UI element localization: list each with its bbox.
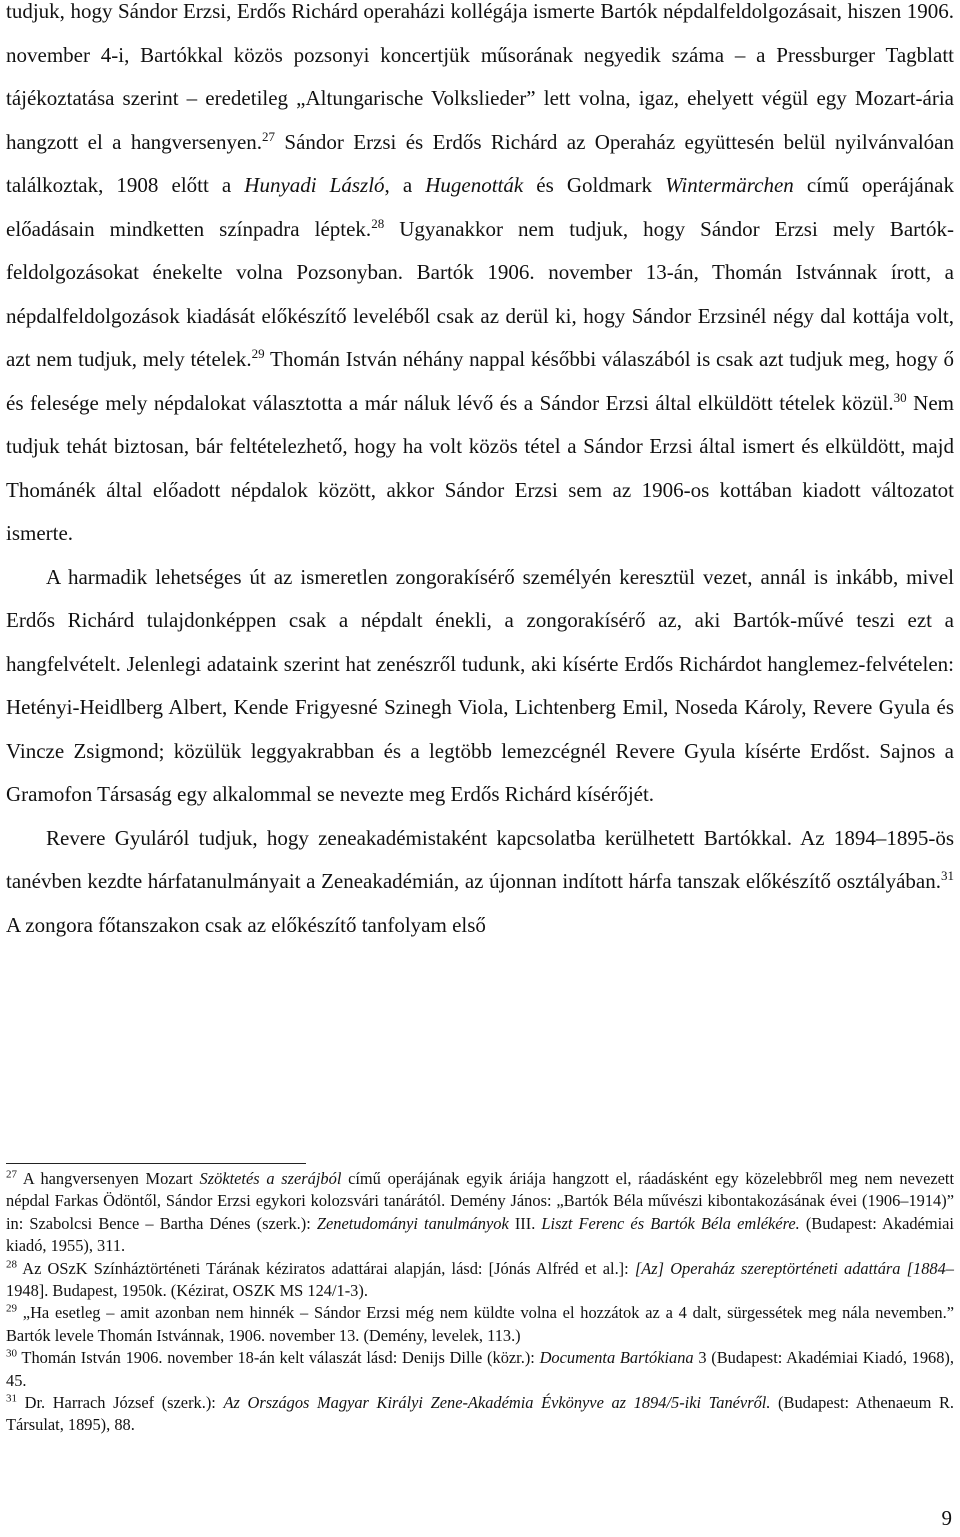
main-text bbox=[6, 0, 954, 947]
text-run: Az OSzK Színháztörténeti Tárának kéziratos adattárai alapján, lásd: [Jónás Alfréd et al.]: bbox=[17, 1258, 635, 1278]
text-run: Sándor Erzsi és Erdős Richárd az Operaház együttesén belül nyilvánvalóan találkoztak, 1908 előtt a bbox=[6, 129, 954, 197]
footnote-number: 28 bbox=[6, 1258, 17, 1271]
text-run: tudjuk, hogy Sándor Erzsi, Erdős Richárd operaházi kollégája ismerte Bartók népdalfeldolgozásait, hiszen 1906. november 4-i, Bartókkal közös pozsonyi koncertjük műsorának negyedik száma – a Pressburger Tagblatt tájékoztatása szerint – eredetileg „Altungarische Volkslieder” lett volna, igaz, ehelyett végül egy Mozart-ária hangzott el a hangversenyen. bbox=[6, 0, 954, 154]
footnote-ref-27[interactable]: 27 bbox=[262, 128, 276, 144]
italic-title: Documenta Bartókiana bbox=[539, 1348, 694, 1368]
text-run: (Budapest: Athenaeum R. Társulat, 1895), 88. bbox=[6, 1393, 954, 1435]
text-run: (Budapest: Akadémiai kiadó, 1955), 311. bbox=[6, 1213, 954, 1256]
opera-title: Hunyadi László bbox=[244, 173, 385, 197]
page-number: 9 bbox=[941, 1506, 952, 1530]
footnote-number: 31 bbox=[6, 1392, 17, 1405]
text-run: Revere Gyuláról tudjuk, hogy zeneakadémistaként kapcsolatba kerülhetett Bartókkal. Az 1894–1895-ös tanévben kezdte hárfatanulmányait a Zeneakadémián, az újonnan indított hárfa tanszak előkészítő osztályában. bbox=[6, 825, 954, 893]
footnote-ref-30[interactable]: 30 bbox=[893, 389, 907, 405]
footnote-number: 29 bbox=[6, 1302, 17, 1315]
text-run: című operájának előadásain mindketten színpadra léptek. bbox=[6, 173, 954, 241]
footnote-31 bbox=[6, 1392, 954, 1437]
opera-title: Hugenották bbox=[425, 173, 524, 197]
text-run: –1948]. Budapest, 1950k. (Kézirat, OSZK MS 124/1-3). bbox=[6, 1258, 954, 1301]
italic-title: Szöktetés a szerájból bbox=[199, 1169, 342, 1188]
footnote-29 bbox=[6, 1302, 954, 1347]
text-run: 3 (Budapest: Akadémiai Kiadó, 1968), 45. bbox=[6, 1348, 954, 1390]
footnote-separator bbox=[6, 1163, 306, 1164]
text-run: című operájának egyik áriája hangzott el, ráadásként egy közelebbről meg nem nevezett népdal Farkas Ödöntől, Sándor Erzsi egykori kolozsvári tanárától. Demény János: „Bartók Béla művészi kibontakozásának évei (1906–1914)” in: Szabolcsi Bence – Bartha Dénes (szerk.): bbox=[6, 1169, 954, 1233]
italic-title: Az Országos Magyar Királyi Zene-Akadémia Évkönyve az 1894/5-iki Tanévről. bbox=[223, 1393, 771, 1413]
text-run: III. bbox=[508, 1213, 542, 1233]
text-run: Thomán István néhány nappal későbbi válaszából is csak azt tudjuk meg, hogy ő és felesége mely népdalokat választotta a már náluk lévő és a Sándor Erzsi által elküldött tételek közül. bbox=[6, 347, 954, 415]
italic-title: Zenetudományi tanulmányok bbox=[316, 1213, 509, 1233]
opera-title: Wintermärchen bbox=[665, 173, 794, 197]
footnote-number: 27 bbox=[6, 1168, 17, 1181]
footnote-27 bbox=[6, 1168, 954, 1258]
footnote-ref-28[interactable]: 28 bbox=[371, 215, 385, 231]
text-run: „Ha esetleg – amit azonban nem hinnék – Sándor Erzsi még nem küldte volna el hozzátok az a 4 dalt, sürgessétek meg nála nevemben.” Bartók levele Thomán Istvánnak, 1906. november 13. (Demény, levelek, 113.) bbox=[6, 1303, 954, 1345]
italic-title: [Az] Operaház szereptörténeti adattára [1884 bbox=[634, 1258, 946, 1278]
paragraph-2: A harmadik lehetséges út az ismeretlen zongorakísérő személyén keresztül vezet, annál is inkább, mivel Erdős Richárd tulajdonképpen csak a népdalt énekli, a zongorakísérő az, aki Bartók-művé teszi ezt a hangfelvételt. Jelenlegi adataink szerint hat zenészről tudunk, aki kísérte Erdős Richárdot hanglemez-felvételen: Hetényi-Heidlberg Albert, Kende Frigyesné Szinegh Viola, Lichtenberg Emil, Noseda Károly, Revere Gyula és Vincze Zsigmond; közülük leggyakrabban és a legtöbb lemezcégnél Revere Gyula kísérte Erdőst. Sajnos a Gramofon Társaság egy alkalommal se nevezte meg Erdős Richárd kísérőjét. bbox=[6, 564, 954, 806]
footnote-30 bbox=[6, 1347, 954, 1392]
text-run: Thomán István 1906. november 18-án kelt válaszát lásd: Denijs Dille (közr.): bbox=[17, 1348, 540, 1368]
italic-title: Liszt Ferenc és Bartók Béla emlékére. bbox=[541, 1213, 800, 1233]
footnote-ref-29[interactable]: 29 bbox=[251, 346, 265, 361]
footnote-28 bbox=[6, 1258, 954, 1303]
footnote-number: 30 bbox=[6, 1347, 17, 1360]
paragraph-1 bbox=[6, 0, 954, 556]
text-run: Ugyanakkor nem tudjuk, hogy Sándor Erzsi mely Bartók-feldolgozásokat énekelte volna Pozsonyban. Bartók 1906. november 13-án, Thomán Istvánnak írott, a népdalfeldolgozások kiadását előkészítő leveléből csak az derül ki, hogy Sándor Erzsinél négy dal kottája volt, azt nem tudjuk, mely tételek. bbox=[6, 216, 954, 371]
text-run: Dr. Harrach József (szerk.): bbox=[17, 1393, 224, 1413]
text-run: A zongora főtanszakon csak az előkészítő tanfolyam első bbox=[6, 912, 486, 937]
text-run: Nem tudjuk tehát biztosan, bár feltételezhető, hogy ha volt közös tétel a Sándor Erzsi által ismert és elküldött, majd Thománék által előadott népdalok között, akkor Sándor Erzsi sem az 1906-os kottában kiadott változatot ismerte. bbox=[6, 390, 954, 545]
text-run: A hangversenyen Mozart bbox=[17, 1169, 200, 1188]
text-run: , a bbox=[384, 173, 426, 197]
footnote-ref-31[interactable]: 31 bbox=[941, 868, 954, 883]
text-run: és Goldmark bbox=[523, 173, 666, 197]
paragraph-3 bbox=[6, 817, 954, 948]
footnotes bbox=[6, 1168, 954, 1437]
